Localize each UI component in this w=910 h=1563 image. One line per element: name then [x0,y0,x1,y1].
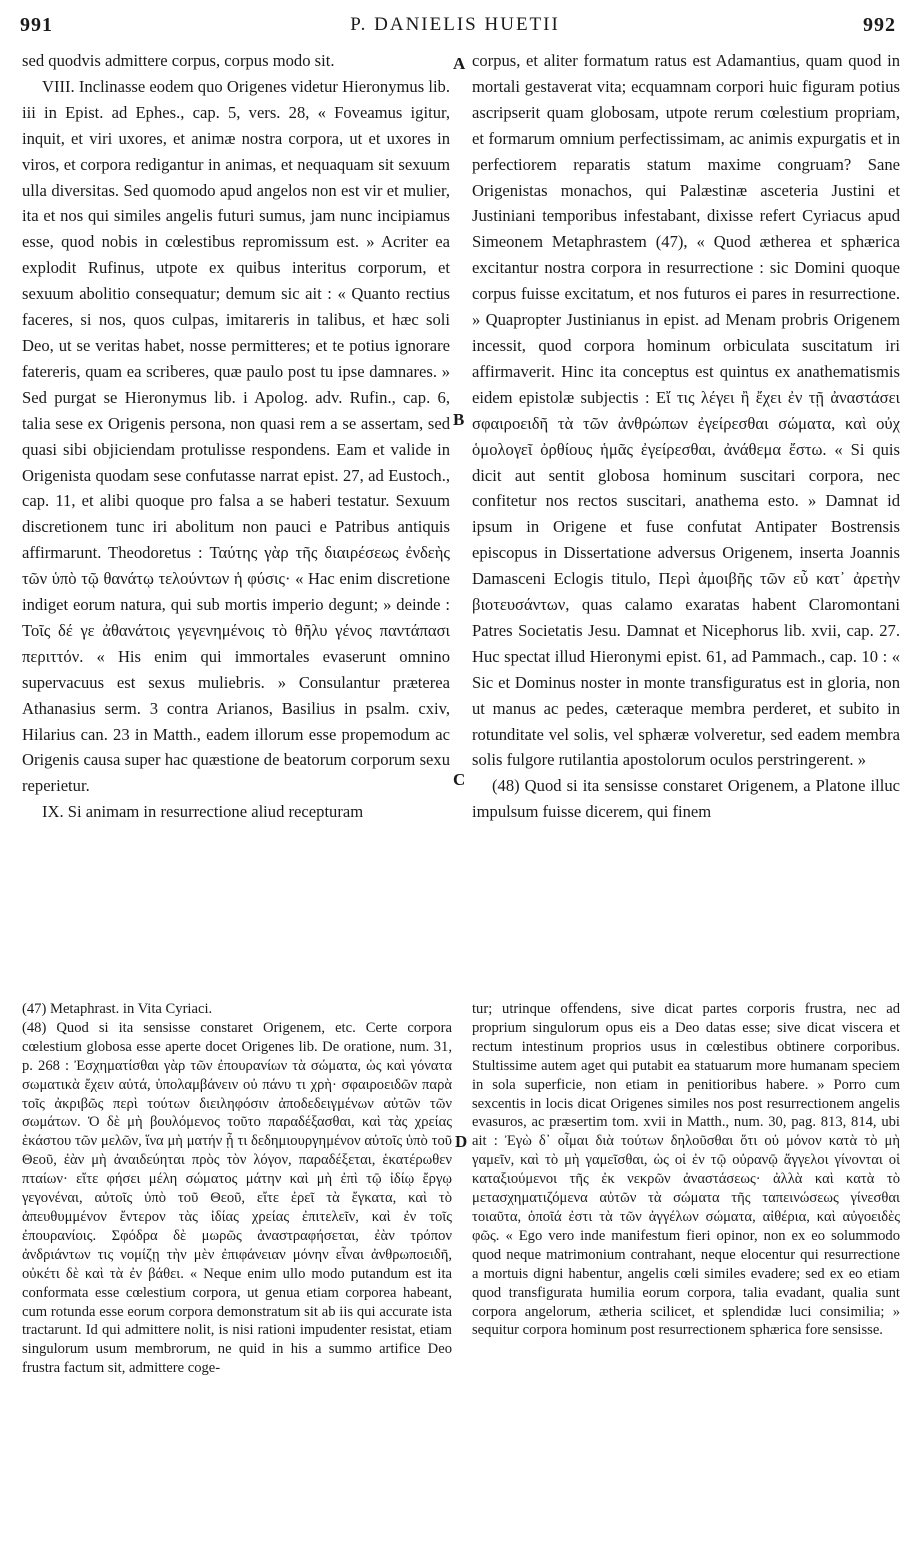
main-text-right-column [472,48,900,825]
margin-letter-a: A [453,54,466,73]
footnotes-left-column [22,1000,452,1378]
main-left-paragraph: VIII. Inclinasse eodem quo Origenes videtur Hieronymus lib. iii in Epist. ad Ephes., cap. 5, vers. 28, « Foveamus igitur, inquit, et viri uxores, et animæ nostra corpora, ut et uxores in viros, et corpora redigantur in animas, et nequaquam sit sexuum ulla diversitas. Sed quomodo apud angelos non est vir et mulier, ita et nos qui similes angelis futuri sumus, jam nunc incipiamus esse, quod nobis in cœlestibus repromissum est. » Acriter ea explodit Rufinus, utpote ex quibus interitus corporum, et sexuum abolitio consequatur; demum sic ait : « Quanto rectius faceres, si nos, quos culpas, imitareris in talibus, et hæc soli Deo, ut se veritas habet, nosse permitteres; et te potius ignorare fatereris, quam ea scriberes, quæ paulo post tu ipse damnares. » Sed purgat se Hieronymus lib. i Apolog. adv. Rufin., cap. 6, talia sese ex Origenis persona, non quasi rem a se assertam, sed quasi sibi objiciendam protulisse respondens. Eam et valide in Origenista quodam sese confutasse narrat epist. 27, ad Eustoch., cap. 11, et alibi quoque pro falsa a se haberi testatur. Sexuum discretionem tunc iri abolitum non pauci e Patribus antiquis affirmarunt. Theodoretus : Ταύτης γὰρ τῆς διαιρέσεως ἐνδεὴς τῶν ὑπὸ τῷ θανάτῳ τελούντων ἡ φύσις· « Hac enim discretione indiget eorum natura, qui sub mortis imperio degunt; » deinde : Τοῖς δέ γε ἀθανάτοις γεγενημένοις τὸ θῆλυ γένος παντάπασι περιττόν. « His enim qui immortales evaserunt omnino supervacuus est sexus muliebris. » Consulantur præterea Athanasius serm. 3 contra Arianos, Basilius in psalm. cxiv, Hilarius can. 23 in Matth., eadem illorum esse propemodum ac Origenis causa super hac quæstione de beatorum corporum sexu reperietur. [22,76,450,796]
main-text-left-column [22,48,450,825]
footnotes-right-column [472,1000,900,1340]
footnote: (47) Metaphrast. in Vita Cyriaci. [22,1001,213,1017]
main-left-paragraph: sed quodvis admittere corpus, corpus modo sit. [22,51,335,70]
right-page-number: 992 [863,14,896,36]
page-header [0,10,910,40]
margin-letter-d: D [455,1132,468,1151]
footnote: (48) Quod si ita sensisse constaret Origenem, etc. Certe corpora cœlestium globosa esse aperte docet Origenes lib. De oratione, num. 31, p. 268 : Ἐσχηματίσθαι γὰρ τῶν ἐπουρανίων τὰ σώματα, ὡς καὶ γόνατα σωματικὰ ἔχειν αὐτά, ὑπολαμβάνειν οὐ πάνυ τι χρὴ· σφαιροειδῶν παρὰ τοῖς ἀκριβῶς περὶ τούτων διειληφόσιν ἀποδεδειγμένων αὐτῶν τῶν σωμάτων. Ὁ δὲ μὴ βουλόμενος τοῦτο παραδέξασθαι, καὶ τὰς χρείας ἑκάστου τῶν μελῶν, ἵνα μὴ ματήν ᾖ τι δεδημιουργημένον αὐτοῖς ὑπὸ τοῦ Θεοῦ, ἐὰν μὴ ἀναιδεύηται πρὸς τὸν λόγον, παραδέξεται, ἑκατέρωθεν πταίων· εἴτε φήσει μέλη σώματος μάτην καὶ μὴ ἐπὶ τῷ ἰδίῳ ἔργῳ γεγονέναι, αὐτοῖς ὑπὸ τοῦ Θεοῦ, εἴτε ἐρεῖ τὰ ἔγκατα, καὶ τὸ ἀπευθυμμένον ἔντερον τὰς ἰδίας χρείας ἐπιτελεῖν, καὶ ἐν τοῖς ἐπουρανίοις. Σφόδρα δὲ μωρῶς ἀναστραφήσεται, ἐὰν τρόπον ἀνδριάντων τις νομίζῃ τὴν μὲν ἐπιφάνειαν μόνην εἶναι ἀνθρωποειδῆ, οὐκέτι δὲ καὶ τὰ ἐν βάθει. « Neque enim ullo modo putandum est ita conformata esse cœlestium corpora, ut genua etiam corporea habeant, cum rotunda esse eorum corpora demonstratum sit ab iis qui accurate ista tractarunt. Id qui admittere nolit, is nisi rationi impudenter resistat, etiam singulorum usum membrorum, ne quid in his a summo artifice Deo frustra factum sit, admittere coge- [22,1019,452,1377]
left-page-number: 991 [20,14,53,36]
main-left-paragraph: IX. Si animam in resurrectione aliud recepturam [42,802,364,822]
footnote-continuation: tur; utrinque offendens, sive dicat partes corporis frustra, nec ad proprium singulorum opus eis a Deo datas esse; sive dicat viscera et rectum intestinum proprios usus in cœlestibus obtinere corporibus. Stultissime autem aget qui putabit ea statuarum more humanam speciem in sola superficie, non etiam in penitioribus habere. » Porro cum sexcentis in locis dicat Origenes similes nos post resurrectionem angelis evasuros, ac præsertim tom. xvii in Matth., num. 30, pag. 813, 814, ubi ait : Ἐγὼ δ᾽ οἶμαι διὰ τούτων δηλοῦσθαι ὅτι οὐ μόνον κατὰ τὸ μὴ γαμεῖν, καὶ τὸ μὴ γαμεῖσθαι, ὡς οἱ ἐν τῷ οὐρανῷ ἄγγελοι γίνονται οἱ καταξιούμενοι τῆς ἐκ νεκρῶν ἀναστάσεως· ἀλλὰ καὶ κατὰ τὸ μετασχηματιζόμενα αὐτῶν τὰ σώματα τῆς ταπεινώσεως γίνεσθαι τοιαῦτα, ὁποῖά ἐστι τὰ τῶν ἀγγέλων σώματα, αἰθέρια, καὶ αὐγοειδὲς φῶς. « Ego vero inde manifestum fieri opinor, non ex eo solummodo quod neque matrimonium contrahant, neque elocentur qui resurrectione a mortuis digni habentur, angelis cœli similes evadere; sed ex eo etiam quod transfigurata humilia eorum corpora, talia evadant, qualia sunt corpora angelorum, ætheria scilicet, et splendidæ luci consimilia; » sequitur corpora hominum post resurrectionem sphærica fore sensisse. [472,1001,900,1339]
running-title: P. DANIELIS HUETII [350,14,560,35]
main-right-paragraph: (48) Quod si ita sensisse constaret Origenem, a Platone illuc impulsum fuisse dicerem, qui finem [472,776,900,822]
margin-letter-b: B [453,410,465,429]
margin-letter-c: C [453,770,466,789]
main-right-paragraph: corpus, et aliter formatum ratus est Adamantius, quam quod in mortali gestaverat vita; ecquamnam corpori huic figuram potius ascripserit quam globosam, utpote rerum cœlestium propriam, et formarum omnium perfectissimam, ac animis expurgatis et in perfectiorem reparatis statum maxime congruam? Sane Origenistas monachos, qui Palæstinæ asceteria Justini et Justiniani temporibus infestabant, dixisse refert Cyriacus apud Simeonem Metaphrastem (47), « Quod ætherea et sphærica excitantur nostra corpora in resurrectione : sic Domini quoque corpus fuisse excitatum, et nos futuros ei pares in resurrectione. » Quapropter Justinianus in epist. ad Menam probris Origenem incessit, quod corpora hominum orbiculata suscitatum iri affirmaverit. Hinc ita conceptus est quintus ex anathematismis eidem epistolæ subjectis : Εἴ τις λέγει ἢ ἔχει ἐν τῇ ἀναστάσει σφαιροειδῆ τὰ τῶν ἀνθρώπων ἐγείρεσθαι σώματα, καὶ οὐχ ὁμολογεῖ ὀρθίους ἡμᾶς ἐγείρεσθαι, ἀνάθεμα ἔστω. « Si quis dicit aut sentit globosa hominum suscitari corpora, nec confitetur nos rectos suscitari, anathema esto. » Damnat id ipsum in Origene et fuse confutat Antipater Bostrensis episcopus in Dissertatione adversus Origenem, inserta Joannis Damasceni Eclogis titulo, Περὶ ἀμοιβῆς τῶν εὖ κατ᾽ ἀρετὴν βιοτευσάντων, quas calamo exaratas habent Claromontani Patres Societatis Jesu. Damnat et Nicephorus lib. xvii, cap. 27. Huc spectat illud Hieronymi epist. 61, ad Pammach., cap. 10 : « Sic et Dominus noster in monte transfiguratus est in gloria, non ut manus ac pedes, cæteraque membra perderet, et subito in rotunditate vel solis, vel sphæræ volveretur, sed eadem membra solis fulgore rutilantia apostolorum oculos perstringerent. » [472,51,900,770]
